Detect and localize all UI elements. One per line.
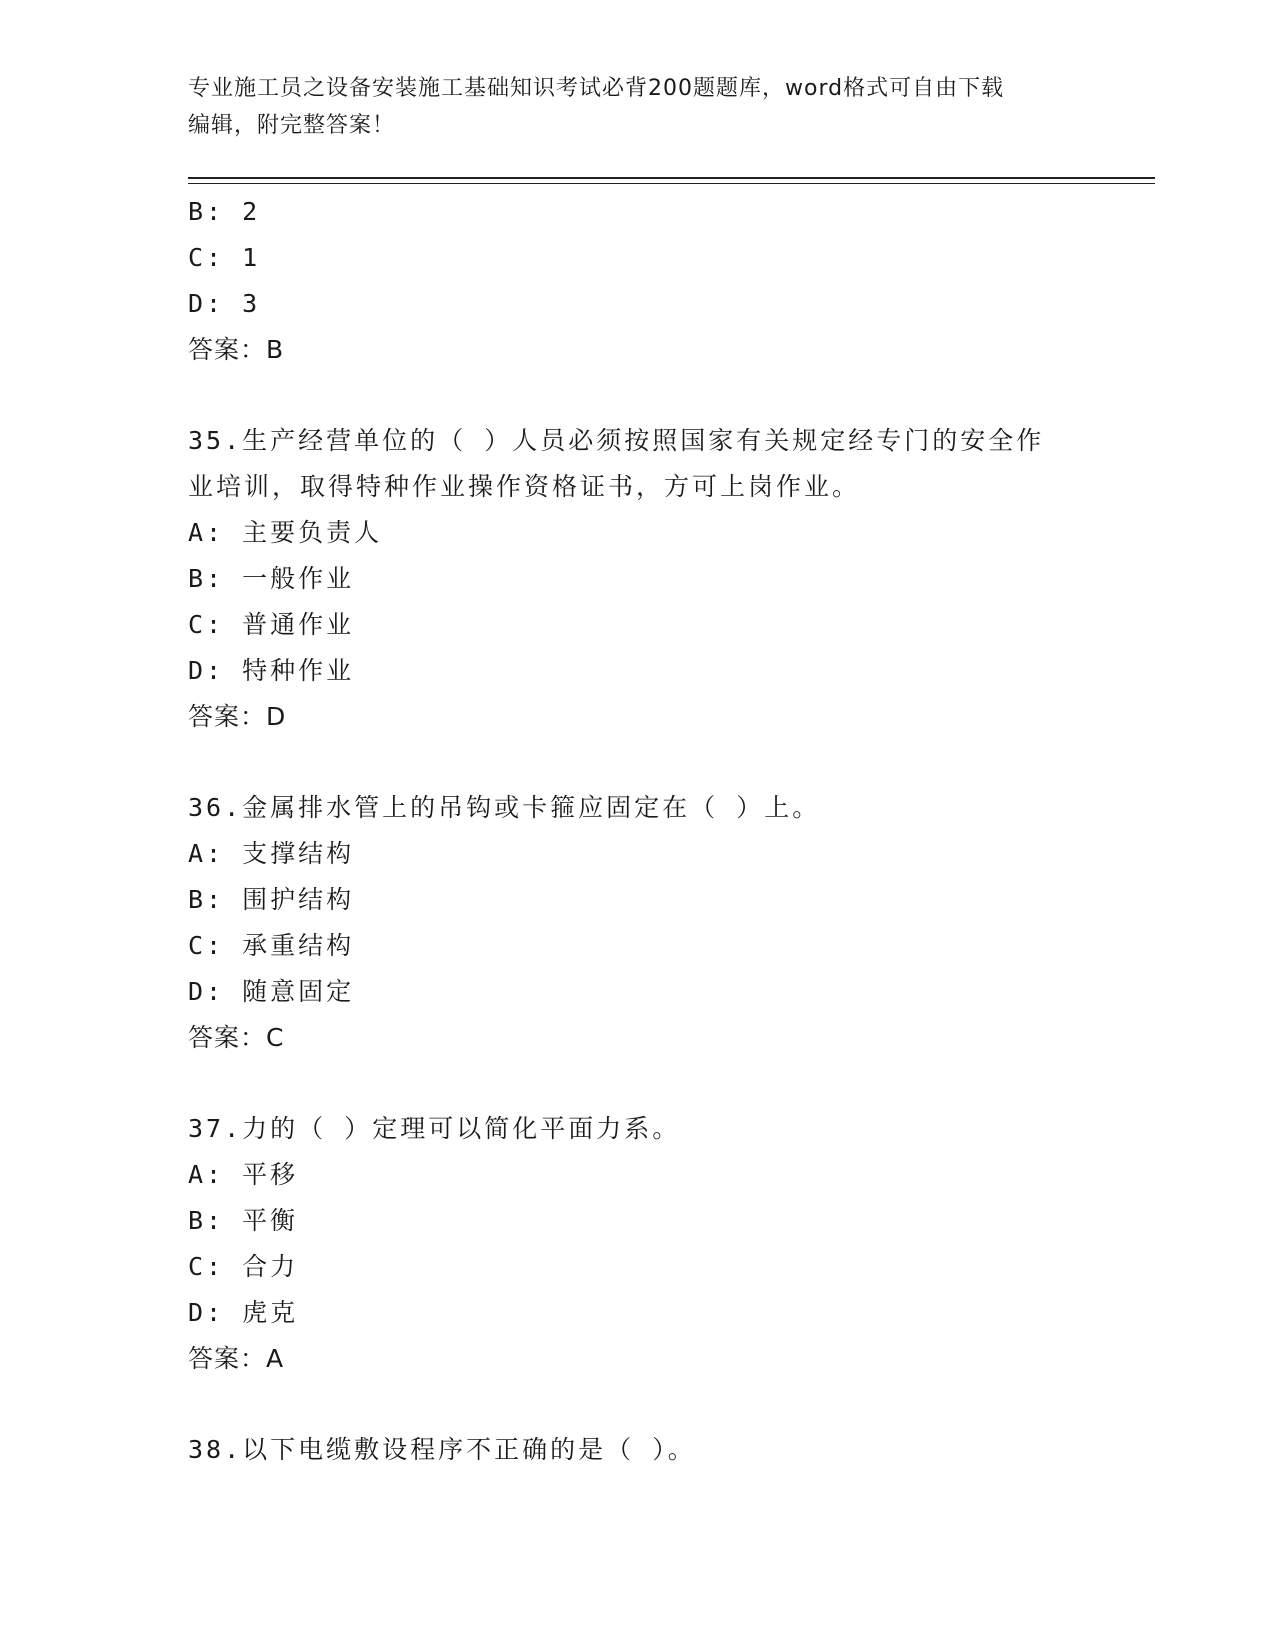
option-a: A: 主要负责人 (188, 518, 383, 547)
question-text-line: 35.生产经营单位的（ ）人员必须按照国家有关规定经专门的安全作 (188, 426, 1045, 455)
answer-line: 答案：C (188, 1023, 285, 1052)
option-c: C: 1 (188, 243, 261, 272)
header-divider-thick (188, 177, 1155, 179)
question-34-continued (188, 189, 1088, 373)
question-37 (188, 1106, 1088, 1382)
option-c: C: 承重结构 (188, 931, 355, 960)
answer-line: 答案：A (188, 1344, 285, 1373)
header-divider-thin (188, 183, 1155, 184)
option-b: B: 一般作业 (188, 564, 355, 593)
question-list (188, 189, 1088, 1473)
question-text-line: 36.金属排水管上的吊钩或卡箍应固定在（ ）上。 (188, 793, 821, 822)
header-title-line-1: 专业施工员之设备安装施工基础知识考试必背200题题库，word格式可自由下载 (188, 76, 1005, 101)
question-36 (188, 785, 1088, 1061)
question-text-line: 37.力的（ ）定理可以简化平面力系。 (188, 1114, 681, 1143)
answer-line: 答案：B (188, 335, 285, 364)
question-text-line: 业培训，取得特种作业操作资格证书，方可上岗作业。 (188, 472, 861, 501)
document-header (188, 70, 1088, 144)
option-d: D: 虎克 (188, 1298, 299, 1327)
question-35 (188, 418, 1088, 740)
option-a: A: 支撑结构 (188, 839, 355, 868)
option-c: C: 普通作业 (188, 610, 355, 639)
option-b: B: 2 (188, 197, 261, 226)
answer-line: 答案：D (188, 702, 287, 731)
question-text-line: 38.以下电缆敷设程序不正确的是（ ）。 (188, 1435, 696, 1464)
option-b: B: 围护结构 (188, 885, 355, 914)
option-c: C: 合力 (188, 1252, 299, 1281)
header-title-line-2: 编辑，附完整答案！ (188, 113, 396, 138)
option-a: A: 平移 (188, 1160, 299, 1189)
option-d: D: 特种作业 (188, 656, 355, 685)
option-d: D: 3 (188, 289, 261, 318)
question-38 (188, 1427, 1088, 1473)
option-b: B: 平衡 (188, 1206, 299, 1235)
option-d: D: 随意固定 (188, 977, 355, 1006)
